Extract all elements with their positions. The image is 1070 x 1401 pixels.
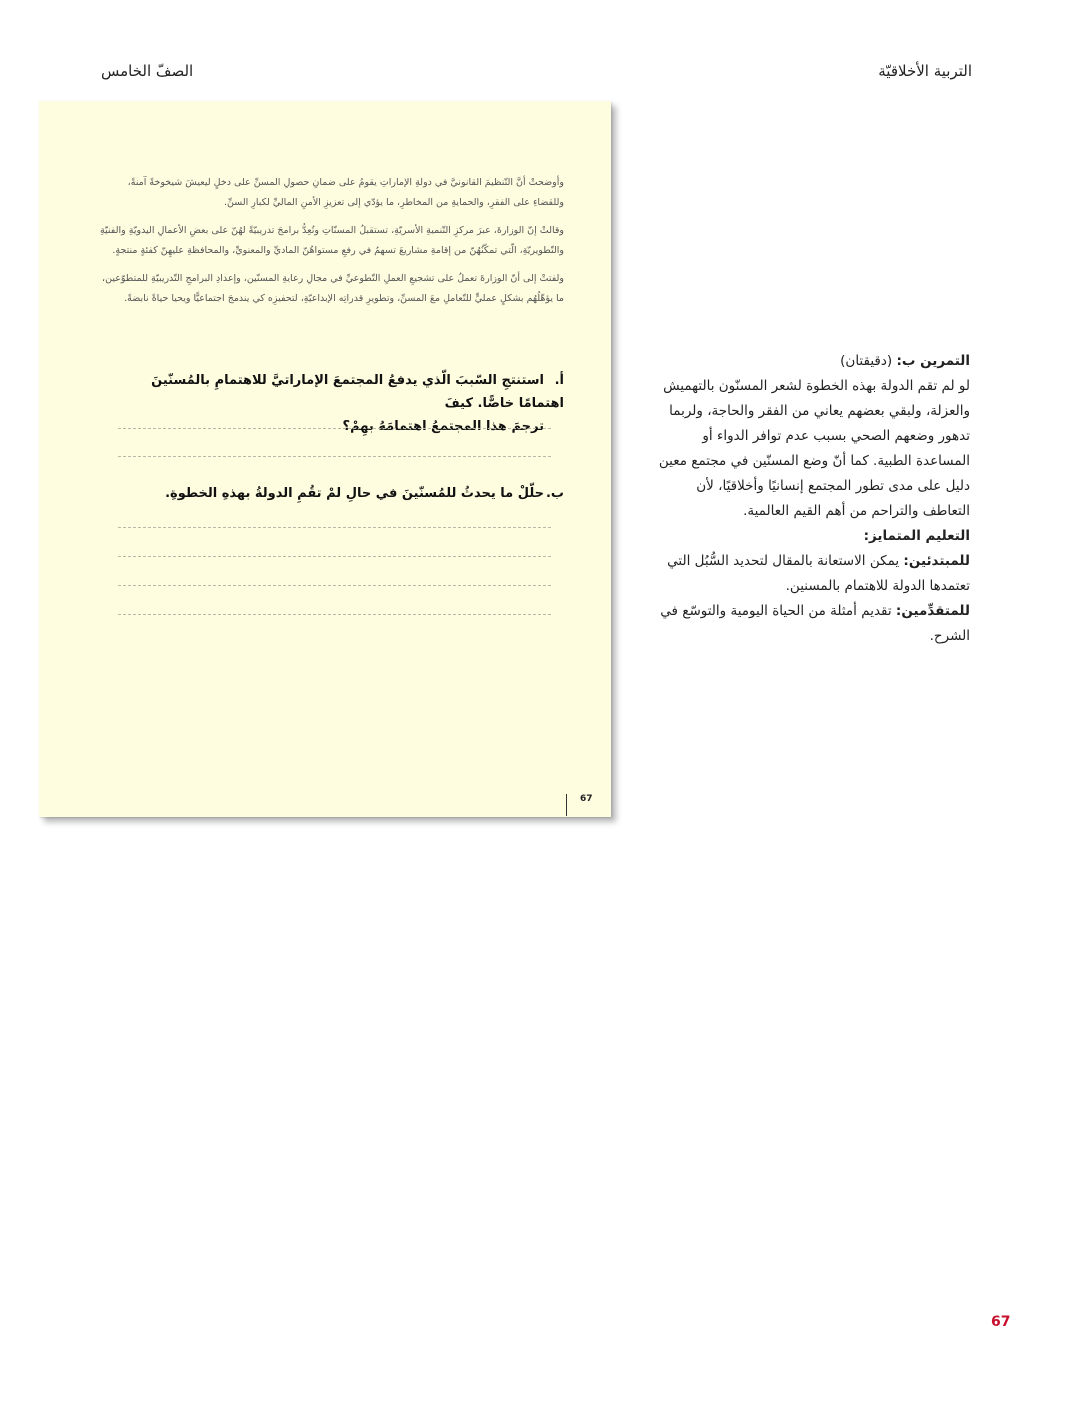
page-number: 67 [991,1314,1011,1330]
student-page-number: 67 [580,794,593,804]
beginners-text: يمكن الاستعانة بالمقال لتحديد السُّبُل التي تعتمدها الدولة للاهتمام بالمسنين. [667,553,970,594]
answer-line[interactable] [118,585,551,586]
article-paragraph: وقالتْ إنّ الوزارةَ، عبرَ مركزِ التّنميةِ الأسريّةِ، تستقبلُ المسنّاتِ وتُعِدُّ برامجَ تدريبيّةً لهُنّ على بعضِ الأعمالِ اليدويّةِ والفنيّةِ والتّطويريّةِ، الّتي تمكّنُهُنّ من إقامةِ مشاريعَ تسهمُ في رفعِ مستواهُنّ الماديِّ والمعنويِّ، والمحافظةِ عليهِنّ كفئةٍ منتجةٍ. [99,225,564,256]
question-letter: ب. [545,486,564,501]
teacher-notes [650,349,970,649]
answer-line[interactable] [118,456,551,457]
answer-line[interactable] [118,556,551,557]
article-paragraph: ولفتتْ إلى أنّ الوزارةَ تعملُ على تشجيعِ العملِ التّطوعيِّ في مجالِ رعايةِ المسنّين، وإعدادِ البرامجِ التّدريبيّةِ للمتطوّعين، ما يؤهّلُهُم بشكلٍ عمليٍّ للتّعاملِ معَ المسنِّ، وتطويرِ قدراتِه الإبداعيّةِ، لتحفيزِه كي يندمجَ اجتماعيًّا ويحيا حياةً نابضةً. [102,273,564,304]
answer-line[interactable] [118,428,551,429]
exercise-time: (دقيقتان) [840,353,893,369]
question-text: حلّلْ ما يحدثُ للمُسنّينَ في حالِ لمْ تقُمِ الدولةُ بهذهِ الخطوةِ. [165,486,544,501]
advanced-text: تقديم أمثلة من الحياة اليومية والتوسّع في الشرح. [660,603,970,644]
article-paragraph: وأوضحتْ أنَّ التّنظيمَ القانونيَّ في دولةِ الإماراتِ يقومُ على ضمانِ حصولِ المسنِّ على دخلٍ ليعيشَ شيخوخةً آمنةً، وللقضاءِ على الفقرِ، والحمايةِ من المخاطرِ، ما يؤدّي إلى تعزيزِ الأمنِ الماليِّ لكبارِ السنِّ. [127,177,564,208]
question-text-continued: ترجمَ هذا المجتمعُ اهتمامَهُ بهِمْ؟ [342,419,544,434]
question-letter: أ. [554,373,564,388]
page-number-divider [566,794,567,816]
answer-line[interactable] [118,527,551,528]
advanced-label: للمتقدِّمين: [895,603,970,619]
answer-line[interactable] [118,614,551,615]
exercise-answer: لو لم تقم الدولة بهذه الخطوة لشعر المسنّون بالتهميش والعزلة، ولبقي بعضهم يعاني من الفقر والحاجة، ولربما تدهور وضعهم الصحي بسبب عدم توافر الدواء أو المساعدة الطبية. كما أنّ وضع المسنّين في مجتمع معين دليل على مدى تطور المجتمع إنسانيًا وأخلاقيًا، لأن التعاطف والتراحم من أهم القيم العالمية. [658,378,970,519]
subject-title: التربية الأخلاقيّة [878,62,972,80]
grade-title: الصفّ الخامس [101,62,194,80]
differentiated-learning-title: التعليم المتمايز: [863,528,970,544]
question-text: استنتجِ السّببَ الّذي يدفعُ المجتمعَ الإماراتيَّ للاهتمامِ بالمُسنّينَ اهتمامًا خاصًّا. كيفَ [151,373,564,411]
exercise-title: التمرين ب: [896,353,970,369]
student-book-page [39,101,611,817]
question-b [104,482,564,505]
beginners-label: للمبتدئين: [903,553,970,569]
